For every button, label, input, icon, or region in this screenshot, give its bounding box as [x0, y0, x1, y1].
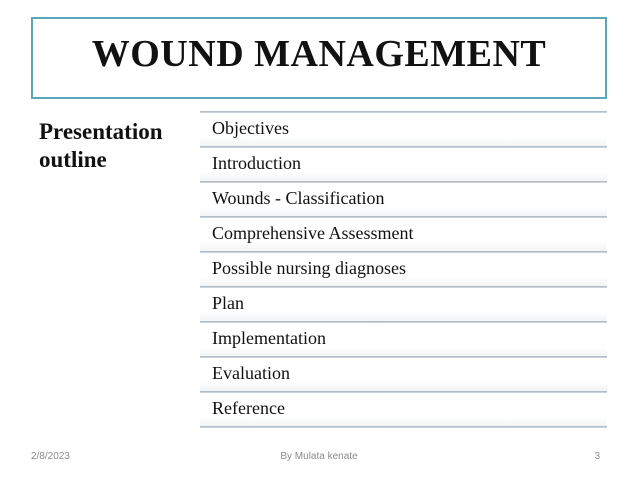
outline-item-reference: Reference — [200, 391, 607, 426]
outline-item-evaluation: Evaluation — [200, 356, 607, 391]
outline-item-implementation: Implementation — [200, 321, 607, 356]
outline-item-objectives: Objectives — [200, 111, 607, 146]
title-box — [31, 17, 607, 99]
footer-page-number: 3 — [594, 451, 600, 462]
slide-title: WOUND MANAGEMENT — [91, 33, 547, 75]
outline-list — [200, 111, 607, 428]
footer-author: By Mulata kenate — [280, 451, 358, 462]
outline-item-diagnoses: Possible nursing diagnoses — [200, 251, 607, 286]
outline-item-classification: Wounds - Classification — [200, 181, 607, 216]
outline-item-assessment: Comprehensive Assessment — [200, 216, 607, 251]
outline-label: Presentation outline — [39, 119, 163, 172]
footer-date: 2/8/2023 — [31, 451, 70, 462]
outline-item-introduction: Introduction — [200, 146, 607, 181]
outline-bottom-divider — [200, 426, 607, 428]
outline-item-plan: Plan — [200, 286, 607, 321]
